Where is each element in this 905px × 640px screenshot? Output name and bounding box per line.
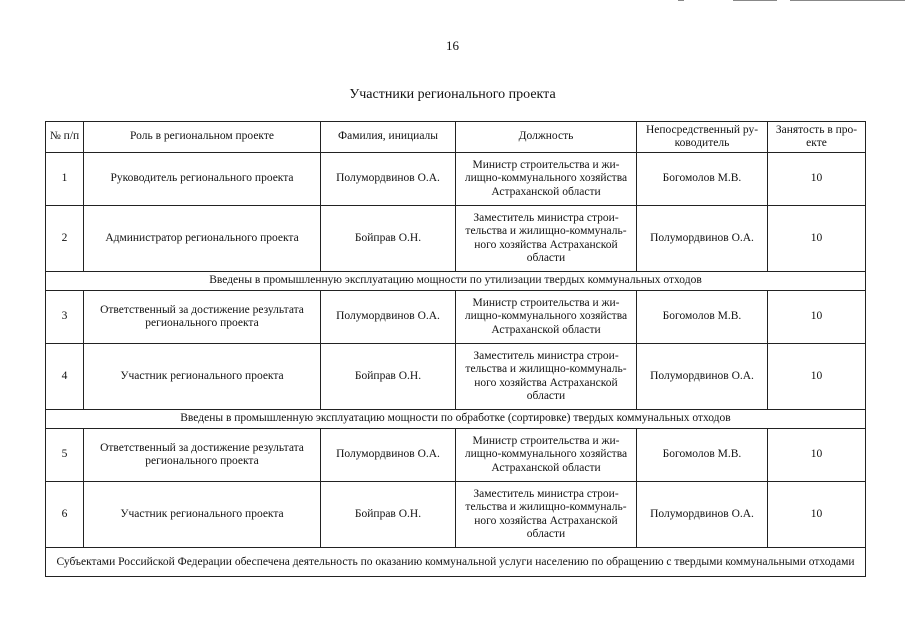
table-row <box>46 206 866 272</box>
role-cell: Ответственный за достижение результата регионального проекта <box>84 291 321 344</box>
name-cell: Бойправ О.Н. <box>321 344 456 410</box>
participants-table <box>45 121 866 577</box>
table-row <box>46 344 866 410</box>
section-row <box>46 272 866 291</box>
load-cell: 10 <box>768 291 866 344</box>
position-cell: Министр строительства и жилищно-коммунального хозяйства Астраханской области <box>456 429 637 482</box>
section-heading: Введены в промышленную эксплуатацию мощности по обработке (сортировке) твердых коммунальных отходов <box>46 410 866 429</box>
name-cell: Полумордвинов О.А. <box>321 429 456 482</box>
table-row <box>46 429 866 482</box>
scan-mark-middle <box>733 0 777 1</box>
manager-cell: Богомолов М.В. <box>637 153 768 206</box>
manager-cell: Полумордвинов О.А. <box>637 344 768 410</box>
role-cell: Участник регионального проекта <box>84 482 321 548</box>
load-cell: 10 <box>768 482 866 548</box>
row-number: 4 <box>46 344 84 410</box>
position-cell: Министр строительства и жилищно-коммунального хозяйства Астраханской области <box>456 153 637 206</box>
name-cell: Полумордвинов О.А. <box>321 291 456 344</box>
table-header-row <box>46 122 866 153</box>
page-number: 16 <box>446 38 459 53</box>
table-row <box>46 291 866 344</box>
section-heading: Субъектами Российской Федерации обеспечена деятельность по оказанию коммунальной услуги населению по обращению с твердыми коммунальными отходами <box>46 548 866 577</box>
role-cell: Участник регионального проекта <box>84 344 321 410</box>
position-cell: Заместитель министра строительства и жилищно-коммунального хозяйства Астраханской области <box>456 344 637 410</box>
position-cell: Заместитель министра строительства и жилищно-коммунального хозяйства Астраханской области <box>456 482 637 548</box>
column-header: Должность <box>456 122 637 153</box>
section-heading: Введены в промышленную эксплуатацию мощности по утилизации твердых коммунальных отходов <box>46 272 866 291</box>
load-cell: 10 <box>768 206 866 272</box>
section-row <box>46 410 866 429</box>
column-header: Роль в региональном проекте <box>84 122 321 153</box>
role-cell: Ответственный за достижение результата регионального проекта <box>84 429 321 482</box>
column-header: Фамилия, инициалы <box>321 122 456 153</box>
column-header: № п/п <box>46 122 84 153</box>
scan-mark-right <box>790 0 905 1</box>
load-cell: 10 <box>768 429 866 482</box>
manager-cell: Богомолов М.В. <box>637 291 768 344</box>
scan-mark-left <box>678 0 684 1</box>
manager-cell: Полумордвинов О.А. <box>637 482 768 548</box>
column-header: Занятость в проекте <box>768 122 866 153</box>
position-cell: Министр строительства и жилищно-коммунального хозяйства Астраханской области <box>456 291 637 344</box>
row-number: 1 <box>46 153 84 206</box>
section-row <box>46 548 866 577</box>
name-cell: Полумордвинов О.А. <box>321 153 456 206</box>
document-title: Участники регионального проекта <box>349 87 556 102</box>
load-cell: 10 <box>768 153 866 206</box>
row-number: 2 <box>46 206 84 272</box>
load-cell: 10 <box>768 344 866 410</box>
column-header: Непосредственный руководитель <box>637 122 768 153</box>
position-cell: Заместитель министра строительства и жилищно-коммунального хозяйства Астраханской области <box>456 206 637 272</box>
role-cell: Руководитель регионального проекта <box>84 153 321 206</box>
row-number: 6 <box>46 482 84 548</box>
name-cell: Бойправ О.Н. <box>321 206 456 272</box>
table-row <box>46 153 866 206</box>
manager-cell: Богомолов М.В. <box>637 429 768 482</box>
row-number: 5 <box>46 429 84 482</box>
name-cell: Бойправ О.Н. <box>321 482 456 548</box>
manager-cell: Полумордвинов О.А. <box>637 206 768 272</box>
table-row <box>46 482 866 548</box>
role-cell: Администратор регионального проекта <box>84 206 321 272</box>
row-number: 3 <box>46 291 84 344</box>
